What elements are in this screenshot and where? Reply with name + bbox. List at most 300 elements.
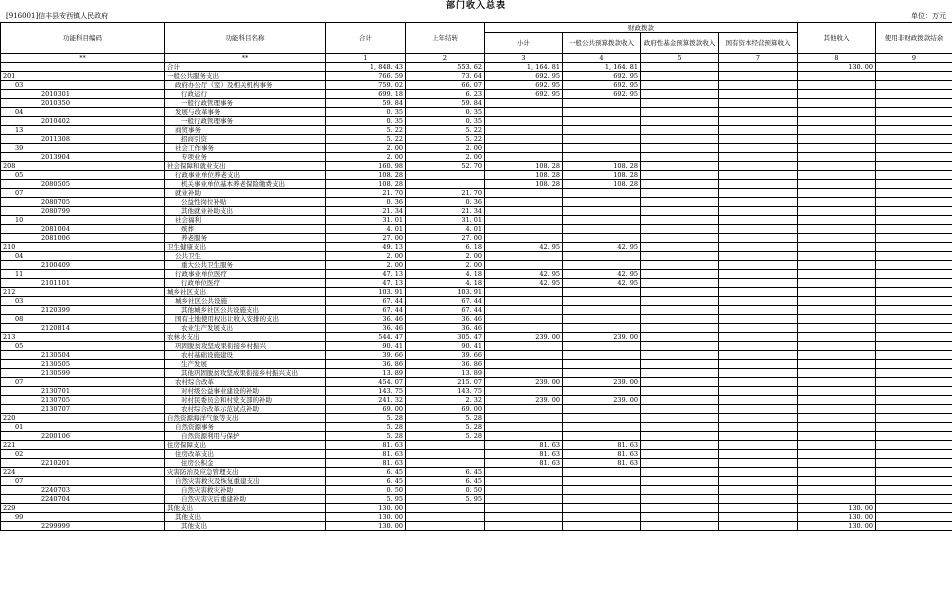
code-cell: 2130504 [1,351,165,360]
nonfiscal-balance-cell [876,342,952,351]
gov-fund-cell [641,468,719,477]
state-capital-cell [719,495,798,504]
carryover-cell: 39. 66 [406,351,485,360]
carryover-cell: 0. 35 [406,108,485,117]
other-income-cell [798,135,876,144]
code-cell: 2013904 [1,153,165,162]
nonfiscal-balance-cell [876,405,952,414]
subtotal-cell [485,324,563,333]
carryover-cell [406,450,485,459]
subtotal-cell: 81. 63 [485,450,563,459]
table-row [1,423,952,432]
gov-fund-cell [641,414,719,423]
general-budget-cell [563,117,641,126]
unit-label: 单位：万元 [911,12,946,20]
general-budget-cell [563,297,641,306]
carryover-cell: 5. 28 [406,432,485,441]
carryover-cell: 27. 00 [406,234,485,243]
state-capital-cell [719,414,798,423]
gov-fund-cell [641,279,719,288]
table-row [1,288,952,297]
nonfiscal-balance-cell [876,459,952,468]
total-cell: 241. 32 [326,396,406,405]
gov-fund-cell [641,405,719,414]
gov-fund-cell [641,486,719,495]
total-cell: 5. 22 [326,126,406,135]
state-capital-cell [719,441,798,450]
nonfiscal-balance-cell [876,72,952,81]
nonfiscal-balance-cell [876,351,952,360]
name-cell: 一般行政管理事务 [165,117,326,126]
code-cell: 2240704 [1,495,165,504]
name-cell: 卫生健康支出 [165,243,326,252]
carryover-cell: 0. 50 [406,486,485,495]
general-budget-cell: 239. 00 [563,396,641,405]
nonfiscal-balance-cell [876,378,952,387]
subtotal-cell [485,297,563,306]
code-cell: 08 [1,315,165,324]
total-cell: 0. 50 [326,486,406,495]
total-cell: 0. 35 [326,108,406,117]
gov-fund-cell [641,423,719,432]
other-income-cell [798,180,876,189]
subtotal-cell [485,342,563,351]
gov-fund-cell [641,198,719,207]
carryover-cell: 0. 36 [406,198,485,207]
code-cell: 13 [1,126,165,135]
subtotal-cell: 42. 95 [485,243,563,252]
state-capital-cell [719,405,798,414]
code-cell: 2130707 [1,405,165,414]
header-other: 其他收入 [798,23,876,54]
carryover-cell: 2. 00 [406,252,485,261]
general-budget-cell [563,405,641,414]
other-income-cell [798,432,876,441]
gov-fund-cell [641,342,719,351]
nonfiscal-balance-cell [876,522,952,531]
name-cell: 住房改革支出 [165,450,326,459]
nonfiscal-balance-cell [876,243,952,252]
carryover-cell [406,441,485,450]
state-capital-cell [719,459,798,468]
subtotal-cell [485,369,563,378]
gov-fund-cell [641,63,719,72]
total-cell: 5. 95 [326,495,406,504]
carryover-cell [406,459,485,468]
name-cell: 住房公积金 [165,459,326,468]
general-budget-cell: 692. 95 [563,90,641,99]
table-row [1,414,952,423]
serial-cell: ** [1,54,165,63]
nonfiscal-balance-cell [876,369,952,378]
gov-fund-cell [641,252,719,261]
gov-fund-cell [641,387,719,396]
code-cell: 2130701 [1,387,165,396]
other-income-cell [798,378,876,387]
subtotal-cell [485,423,563,432]
subtotal-cell: 692. 95 [485,81,563,90]
state-capital-cell [719,72,798,81]
nonfiscal-balance-cell [876,108,952,117]
table-row [1,189,952,198]
gov-fund-cell [641,378,719,387]
subtotal-cell [485,189,563,198]
other-income-cell [798,459,876,468]
total-cell: 81. 63 [326,459,406,468]
table-row [1,351,952,360]
subtotal-cell [485,234,563,243]
name-cell: 专项业务 [165,153,326,162]
total-cell: 103. 91 [326,288,406,297]
serial-cell: 3 [485,54,563,63]
total-cell: 5. 28 [326,432,406,441]
general-budget-cell [563,288,641,297]
name-cell: 灾害防治及应急管理支出 [165,468,326,477]
table-row [1,396,952,405]
general-budget-cell [563,387,641,396]
state-capital-cell [719,99,798,108]
name-cell: 机关事业单位基本养老保险缴费支出 [165,180,326,189]
gov-fund-cell [641,297,719,306]
total-cell: 5. 22 [326,135,406,144]
nonfiscal-balance-cell [876,306,952,315]
code-cell: 04 [1,108,165,117]
name-cell: 其他城乡社区公共设施支出 [165,306,326,315]
name-cell: 生产发展 [165,360,326,369]
carryover-cell: 36. 86 [406,360,485,369]
nonfiscal-balance-cell [876,126,952,135]
total-cell: 67. 44 [326,306,406,315]
name-cell: 社会工作事务 [165,144,326,153]
carryover-cell: 4. 18 [406,270,485,279]
nonfiscal-balance-cell [876,90,952,99]
code-cell: 2200106 [1,432,165,441]
carryover-cell: 4. 01 [406,225,485,234]
name-cell: 农林水支出 [165,333,326,342]
state-capital-cell [719,243,798,252]
gov-fund-cell [641,180,719,189]
name-cell: 合计 [165,63,326,72]
header-nonfiscal-balance: 使用非财政拨款结余 [876,23,952,54]
carryover-cell [406,180,485,189]
total-cell: 39. 66 [326,351,406,360]
name-cell: 自然资源事务 [165,423,326,432]
code-cell: 224 [1,468,165,477]
general-budget-cell [563,306,641,315]
name-cell: 农村综合改革 [165,378,326,387]
subtotal-cell [485,477,563,486]
general-budget-cell [563,216,641,225]
other-income-cell [798,126,876,135]
general-budget-cell: 239. 00 [563,333,641,342]
name-cell: 发展与改革事务 [165,108,326,117]
general-budget-cell: 108. 28 [563,171,641,180]
table-row [1,405,952,414]
other-income-cell [798,441,876,450]
gov-fund-cell [641,153,719,162]
total-cell: 67. 44 [326,297,406,306]
carryover-cell: 215. 07 [406,378,485,387]
gov-fund-cell [641,441,719,450]
code-cell: 2130599 [1,369,165,378]
general-budget-cell [563,513,641,522]
other-income-cell [798,171,876,180]
general-budget-cell [563,414,641,423]
general-budget-cell [563,234,641,243]
general-budget-cell: 81. 63 [563,459,641,468]
subtotal-cell [485,135,563,144]
gov-fund-cell [641,495,719,504]
subtotal-cell [485,216,563,225]
other-income-cell [798,207,876,216]
code-cell: 212 [1,288,165,297]
general-budget-cell [563,369,641,378]
other-income-cell: 130. 00 [798,504,876,513]
state-capital-cell [719,81,798,90]
gov-fund-cell [641,135,719,144]
name-cell: 城乡社区支出 [165,288,326,297]
total-cell: 47. 13 [326,279,406,288]
gov-fund-cell [641,99,719,108]
table-row [1,261,952,270]
name-cell: 城乡社区公共设施 [165,297,326,306]
gov-fund-cell [641,360,719,369]
nonfiscal-balance-cell [876,387,952,396]
subtotal-cell [485,315,563,324]
nonfiscal-balance-cell [876,153,952,162]
gov-fund-cell [641,315,719,324]
code-cell: 2210201 [1,459,165,468]
code-cell: 2120814 [1,324,165,333]
code-cell: 2299999 [1,522,165,531]
general-budget-cell [563,189,641,198]
gov-fund-cell [641,108,719,117]
name-cell: 一般公共服务支出 [165,72,326,81]
gov-fund-cell [641,162,719,171]
subtotal-cell [485,252,563,261]
state-capital-cell [719,207,798,216]
code-cell [1,63,165,72]
table-row [1,225,952,234]
name-cell: 自然灾害灾后重建补助 [165,495,326,504]
code-cell: 2080705 [1,198,165,207]
header-general-budget: 一般公共预算拨款收入 [563,33,641,54]
general-budget-cell: 42. 95 [563,279,641,288]
nonfiscal-balance-cell [876,315,952,324]
subtotal-cell: 108. 28 [485,171,563,180]
nonfiscal-balance-cell [876,414,952,423]
subtotal-cell [485,198,563,207]
nonfiscal-balance-cell [876,288,952,297]
header-code: 功能科目编码 [1,23,165,54]
serial-cell: 5 [641,54,719,63]
nonfiscal-balance-cell [876,324,952,333]
nonfiscal-balance-cell [876,252,952,261]
table-row [1,360,952,369]
other-income-cell [798,315,876,324]
state-capital-cell [719,162,798,171]
total-cell: 143. 75 [326,387,406,396]
carryover-cell: 90. 41 [406,342,485,351]
other-income-cell [798,396,876,405]
total-cell: 160. 98 [326,162,406,171]
subtotal-cell [485,207,563,216]
report-title: 部门收入总表 [445,1,506,11]
other-income-cell [798,468,876,477]
subtotal-cell [485,468,563,477]
general-budget-cell [563,504,641,513]
state-capital-cell [719,522,798,531]
nonfiscal-balance-cell [876,162,952,171]
gov-fund-cell [641,189,719,198]
nonfiscal-balance-cell [876,396,952,405]
carryover-cell: 6. 45 [406,468,485,477]
serial-cell: 8 [798,54,876,63]
carryover-cell: 21. 34 [406,207,485,216]
other-income-cell [798,306,876,315]
general-budget-cell [563,360,641,369]
table-row [1,180,952,189]
subtotal-cell [485,108,563,117]
other-income-cell [798,72,876,81]
state-capital-cell [719,126,798,135]
table-row [1,315,952,324]
gov-fund-cell [641,81,719,90]
gov-fund-cell [641,306,719,315]
total-cell: 36. 46 [326,315,406,324]
state-capital-cell [719,297,798,306]
gov-fund-cell [641,216,719,225]
state-capital-cell [719,216,798,225]
code-cell: 01 [1,423,165,432]
table-row [1,504,952,513]
other-income-cell [798,288,876,297]
state-capital-cell [719,252,798,261]
total-cell: 6. 45 [326,477,406,486]
state-capital-cell [719,198,798,207]
table-row [1,198,952,207]
carryover-cell: 2. 00 [406,261,485,270]
table-row [1,171,952,180]
total-cell: 31. 01 [326,216,406,225]
code-cell: 05 [1,342,165,351]
code-cell: 2081006 [1,234,165,243]
table-row [1,378,952,387]
total-cell: 4. 01 [326,225,406,234]
other-income-cell [798,405,876,414]
code-cell: 201 [1,72,165,81]
general-budget-cell: 81. 63 [563,441,641,450]
nonfiscal-balance-cell [876,333,952,342]
state-capital-cell [719,108,798,117]
nonfiscal-balance-cell [876,63,952,72]
serial-cell: 9 [876,54,952,63]
table-row [1,279,952,288]
state-capital-cell [719,324,798,333]
general-budget-cell [563,108,641,117]
other-income-cell [798,351,876,360]
name-cell: 自然灾害救灾补助 [165,486,326,495]
other-income-cell [798,297,876,306]
total-cell: 544. 47 [326,333,406,342]
name-cell: 行政事业单位医疗 [165,270,326,279]
name-cell: 农业生产发展支出 [165,324,326,333]
general-budget-cell [563,486,641,495]
table-row [1,252,952,261]
carryover-cell: 5. 95 [406,495,485,504]
name-cell: 其他支出 [165,504,326,513]
gov-fund-cell [641,288,719,297]
total-cell: 36. 86 [326,360,406,369]
table-row [1,513,952,522]
code-cell: 2120399 [1,306,165,315]
state-capital-cell [719,117,798,126]
state-capital-cell [719,90,798,99]
name-cell: 其他支出 [165,522,326,531]
subtotal-cell [485,360,563,369]
table-row [1,207,952,216]
table-row [1,495,952,504]
other-income-cell [798,243,876,252]
table-row [1,135,952,144]
state-capital-cell [719,189,798,198]
general-budget-cell [563,99,641,108]
gov-fund-cell [641,504,719,513]
state-capital-cell [719,279,798,288]
state-capital-cell [719,360,798,369]
other-income-cell [798,360,876,369]
carryover-cell: 553. 62 [406,63,485,72]
subtotal-cell [485,288,563,297]
subtotal-cell: 42. 95 [485,279,563,288]
general-budget-cell [563,324,641,333]
name-cell: 对村级公益事业建设的补助 [165,387,326,396]
gov-fund-cell [641,450,719,459]
carryover-cell: 52. 70 [406,162,485,171]
name-cell: 其他就业补助支出 [165,207,326,216]
state-capital-cell [719,477,798,486]
carryover-cell: 2. 00 [406,153,485,162]
table-row [1,90,952,99]
subtotal-cell: 692. 95 [485,72,563,81]
total-cell: 13. 89 [326,369,406,378]
nonfiscal-balance-cell [876,486,952,495]
state-capital-cell [719,342,798,351]
subtotal-cell [485,144,563,153]
state-capital-cell [719,225,798,234]
other-income-cell [798,117,876,126]
nonfiscal-balance-cell [876,234,952,243]
code-cell: 2080799 [1,207,165,216]
carryover-cell: 103. 91 [406,288,485,297]
state-capital-cell [719,270,798,279]
carryover-cell: 5. 28 [406,414,485,423]
code-cell: 99 [1,513,165,522]
general-budget-cell [563,477,641,486]
subtotal-cell [485,387,563,396]
table-row [1,81,952,90]
name-cell: 巩固脱贫攻坚成果衔接乡村振兴 [165,342,326,351]
subtotal-cell [485,486,563,495]
serial-row [1,54,952,63]
total-cell: 49. 13 [326,243,406,252]
other-income-cell [798,414,876,423]
total-cell: 699. 18 [326,90,406,99]
other-income-cell [798,225,876,234]
name-cell: 就业补助 [165,189,326,198]
total-cell: 27. 00 [326,234,406,243]
general-budget-cell [563,198,641,207]
